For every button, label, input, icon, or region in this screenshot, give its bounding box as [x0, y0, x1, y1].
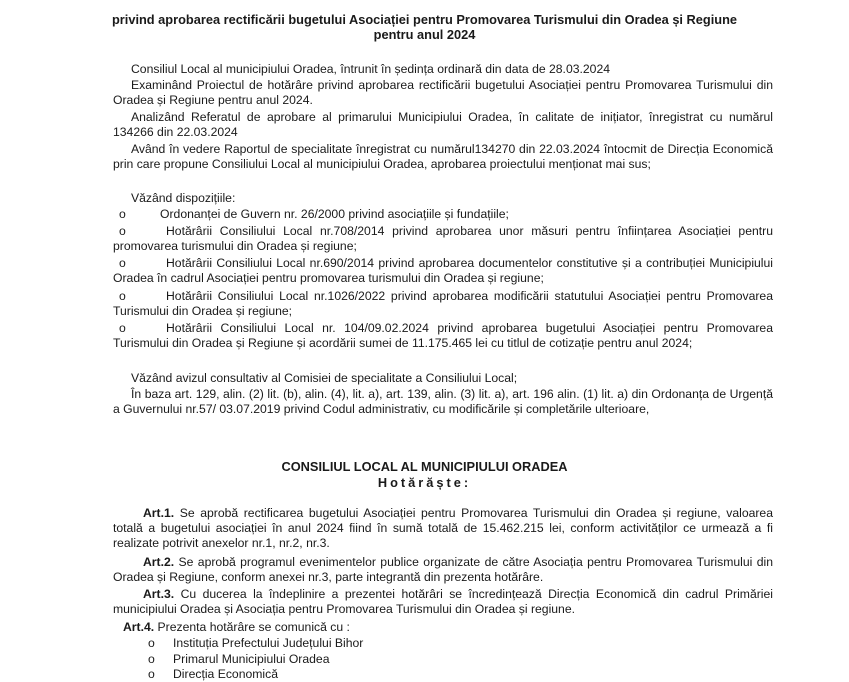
article-text: Se aprobă programul evenimentelor publice organizate de către Asociația pentru Promovarea Turismului din Oradea și Regiune, conform anexei nr.3, parte integrantă din prezenta hotărâre. — [113, 555, 773, 584]
bullet-circle-icon: o — [148, 667, 155, 681]
temei-paragraph: În baza art. 129, alin. (2) lit. (b), alin. (4), lit. a), art. 139, alin. (3) lit. a), art. 196 alin. (1) lit. a) din Ordonanța de Urgență a Guvernului nr.57/ 03.07.2019 privind Codul administrativ, cu modificările și completările ulterioare, — [113, 387, 773, 416]
dispozitie-item — [113, 207, 773, 222]
dispozitie-item — [113, 321, 773, 351]
article-1 — [113, 506, 773, 551]
intro-paragraph-1: Consiliul Local al municipiului Oradea, întrunit în ședința ordinară din data de 28.03.2024 — [131, 62, 611, 76]
recipient-text: Instituția Prefectului Județului Bihor — [173, 636, 364, 650]
title-line-1: privind aprobarea rectificării bugetului Asociației pentru Promovarea Turismului din Oradea și Regiune — [111, 12, 738, 27]
article-label: Art.3. — [143, 587, 175, 601]
article-4 — [113, 620, 783, 635]
recipient-text: Direcția Economică — [173, 667, 278, 681]
bullet-circle-icon: o — [148, 636, 155, 650]
dispozitie-item — [113, 224, 773, 254]
aviz-paragraph: Văzând avizul consultativ al Comisiei de specialitate a Consiliului Local; — [131, 371, 518, 385]
bullet-circle-icon: o — [148, 652, 155, 666]
bullet-circle-icon: o — [119, 224, 126, 238]
article-label: Art.4. — [123, 620, 155, 634]
article-3 — [113, 587, 773, 617]
recipient-text: Primarul Municipiului Oradea — [173, 652, 330, 666]
article-label: Art.1. — [143, 506, 175, 520]
dispozitie-text: Hotărârii Consiliului Local nr.708/2014 privind aprobarea unor măsuri pentru înființarea Asociației pentru promovarea turismului din Oradea și regiune; — [113, 224, 773, 253]
bullet-circle-icon: o — [119, 321, 126, 335]
article-2 — [113, 555, 773, 585]
bullet-circle-icon: o — [119, 207, 126, 221]
vazand-dispozitiile-label: Văzând dispozițiile: — [131, 191, 236, 205]
dispozitie-text: Ordonanței de Guvern nr. 26/2000 privind asociațiile și fundațiile; — [160, 207, 509, 221]
dispozitie-text: Hotărârii Consiliului Local nr.690/2014 privind aprobarea documentelor constitutive și a contribuției Municipiului Oradea în cadrul Asociației pentru promovarea turismului din Oradea și regiune; — [113, 256, 773, 285]
dispozitie-item — [113, 256, 773, 286]
intro-paragraph-3: Analizând Referatul de aprobare al primarului Municipiului Oradea, în calitate de inițiator, înregistrat cu numărul 134266 din 22.03.2024 — [113, 110, 773, 139]
article-label: Art.2. — [143, 555, 175, 569]
article-text: Prezenta hotărâre se comunică cu : — [157, 620, 350, 634]
intro-paragraph-2: Examinând Proiectul de hotărâre privind aprobarea rectificării bugetului Asociației pentru Promovarea Turismului din Oradea și Regiune pentru anul 2024. — [113, 78, 773, 107]
bullet-circle-icon: o — [119, 256, 126, 270]
hotaraste-heading: Hotărăște: — [377, 475, 472, 490]
bullet-circle-icon: o — [119, 289, 126, 303]
council-heading: CONSILIUL LOCAL AL MUNICIPIULUI ORADEA — [281, 459, 568, 474]
dispozitie-text: Hotărârii Consiliului Local nr.1026/2022 privind aprobarea modificării statutului Asociației pentru Promovarea Turismului din Oradea și regiune; — [113, 289, 773, 318]
dispozitie-text: Hotărârii Consiliului Local nr. 104/09.02.2024 privind aprobarea bugetului Asociației pentru Promovarea Turismului din Oradea și Regiune și acordării sumei de 11.175.465 lei cu titlul de cotizație pentru anul 2024; — [113, 321, 773, 350]
article-text: Cu ducerea la îndeplinire a prezentei hotărâri se încredințează Direcția Economică din cadrul Primăriei municipiului Oradea și Asociația pentru Promovarea Turismului din Oradea și regiune. — [113, 587, 773, 616]
dispozitie-item — [113, 289, 773, 319]
article-text: Se aprobă rectificarea bugetului Asociației pentru Promovarea Turismului din Oradea și regiune, valoarea totală a bugetului asociației în anul 2024 fiind în sumă totală de 15.462.215 lei, conform activităților ce urmează a fi realizate potrivit anexelor nr.1, nr.2, nr.3. — [113, 506, 773, 550]
intro-paragraph-4: Având în vedere Raportul de specialitate înregistrat cu numărul134270 din 22.03.2024 întocmit de Direcția Economică prin care propune Consiliului Local al municipiului Oradea, aprobarea proiectului menționat mai sus; — [113, 142, 773, 171]
title-line-2: pentru anul 2024 — [373, 27, 476, 42]
